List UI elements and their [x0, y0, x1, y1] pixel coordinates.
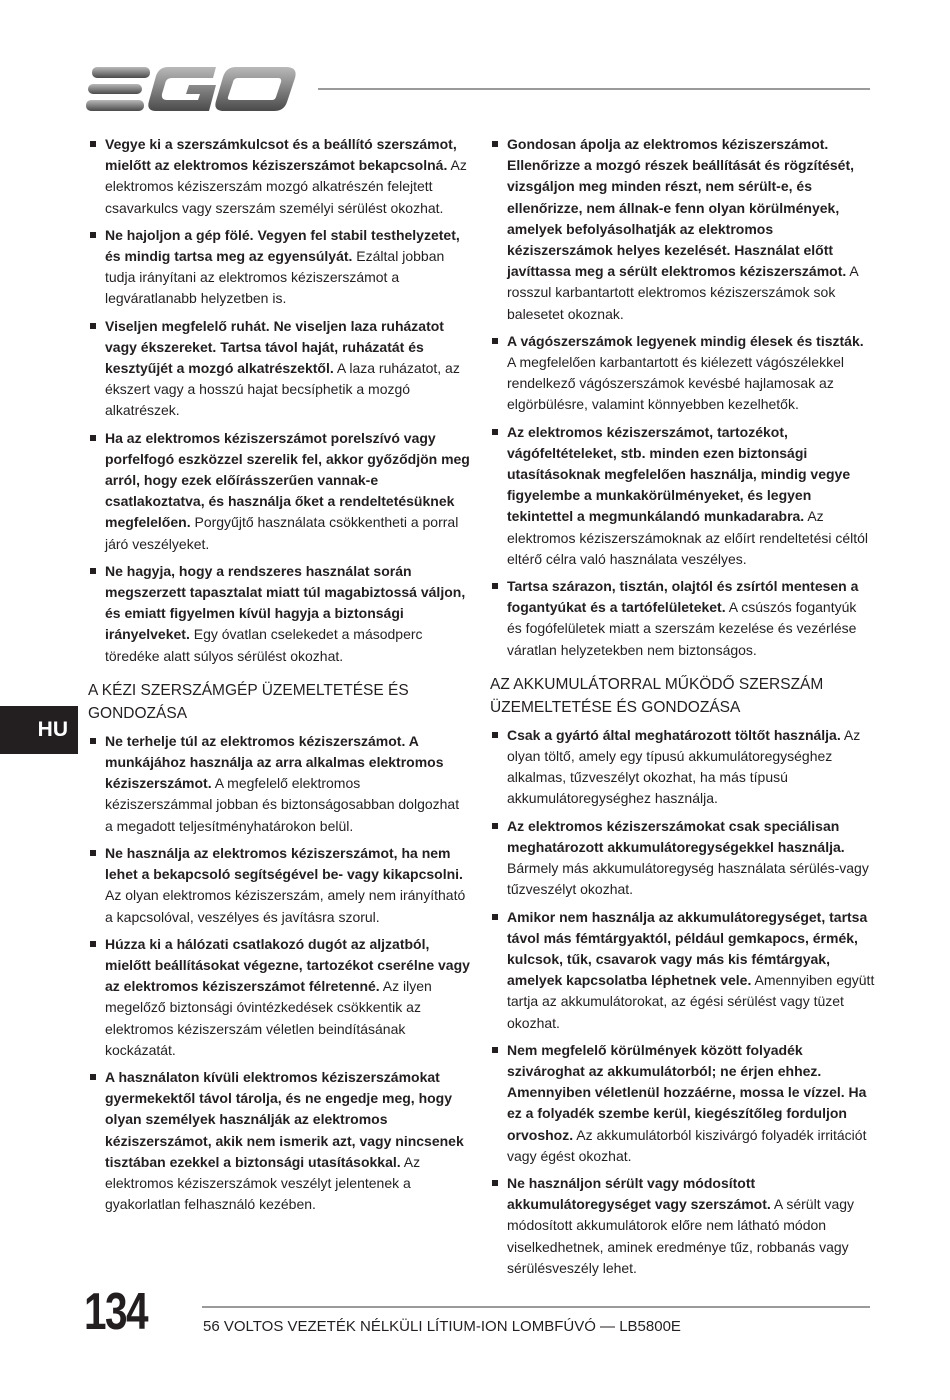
right-column	[490, 134, 875, 1285]
safety-bullet: A vágószerszámok legyenek mindig élesek és tiszták. A megfelelően karbantartott és kiélezett vágószélekkel rendelkező vágószerszámok kevésbé hajlamosak az elgörbülésre, valamint könnyebben kezelhetők.	[490, 331, 875, 416]
safety-bullet: Vegye ki a szerszámkulcsot és a beállító szerszámot, mielőtt az elektromos kéziszerszámot bekapcsolná. Az elektromos kéziszerszám mozgó alkatrészén felejtett csavarkulcs vagy szerszám személyi sérülést okozhat.	[88, 134, 470, 219]
safety-bullet: Ne használja az elektromos kéziszerszámot, ha nem lehet a bekapcsoló segítségével be- vagy kikapcsolni. Az olyan elektromos kéziszerszám, amely nem irányítható a kapcsolóval, veszélyes és javításra szorul.	[88, 843, 470, 928]
safety-bullet: Ha az elektromos kéziszerszámot porelszívó vagy porfelfogó eszközzel szerelik fel, akkor győződjön meg arról, hogy ezek előírásszerűen vannak-e csatlakoztatva, és használja őket a rendeltetésüknek megfelelően. Porgyűjtő használata csökkentheti a porral járó veszélyeket.	[88, 428, 470, 555]
safety-bullet: A használaton kívüli elektromos kéziszerszámokat gyermekektől távol tárolja, és ne engedje meg, hogy olyan személyek használják az elektromos kéziszerszámot, akik nem ismerik azt, vagy nincsenek tisztában ezekkel a biztonsági utasításokkal. Az elektromos kéziszerszámok veszélyt jelentenek a gyakorlatlan felhasználó kezében.	[88, 1067, 470, 1215]
safety-bullet: Tartsa szárazon, tisztán, olajtól és zsírtól mentesen a fogantyúkat és a tartófelületeket. A csúszós fogantyúk és fogófelületek miatt a szerszám kezelése és vezérlése váratlan helyzetekben nem biztonságos.	[490, 576, 875, 661]
section-heading: A KÉZI SZERSZÁMGÉP ÜZEMELTETÉSE ÉS GONDOZÁSA	[88, 681, 409, 722]
safety-bullet: Csak a gyártó által meghatározott töltőt használja. Az olyan töltő, amely egy típusú akkumulátoregységhez alkalmas, tűzveszélyt okozhat, ha más típusú akkumulátoregységhez használja.	[490, 725, 875, 810]
safety-bullet: Amikor nem használja az akkumulátoregységet, tartsa távol más fémtárgyaktól, például gemkapocs, érmék, kulcsok, tűk, csavarok vagy más kis fémtárgyak, amelyek kapcsolatba léphetnek vele. Amennyiben együtt tartja az akkumulátorokat, az égési sérülést vagy tüzet okozhat.	[490, 907, 875, 1034]
safety-bullet: Ne terhelje túl az elektromos kéziszerszámot. A munkájához használja az arra alkalmas elektromos kéziszerszámot. A megfelelő elektromos kéziszerszámmal jobban és biztonságosabban dolgozhat a megadott teljesítményhatárokon belül.	[88, 731, 470, 837]
safety-bullet: Az elektromos kéziszerszámot, tartozékot, vágófeltételeket, stb. minden ezen biztonsági utasításoknak megfelelően használja, mindig vegye figyelembe a munkakörülményeket, és legyen tekintettel a megmunkálandó munkadarabra. Az elektromos kéziszerszámoknak az előírt rendeltetési céltól eltérő célra való használata veszélyes.	[490, 422, 875, 570]
safety-bullet: Nem megfelelő körülmények között folyadék szivároghat az akkumulátorból; ne érjen ehhez. Amennyiben véletlenül hozzáérne, mossa le vízzel. Ha ez a folyadék szembe kerül, kiegészítőleg forduljon orvoshoz. Az akkumulátorból kiszivárgó folyadék irritációt vagy égést okozhat.	[490, 1040, 875, 1167]
footer-rule	[202, 1306, 870, 1308]
safety-bullet: Ne használjon sérült vagy módosított akkumulátoregységet vagy szerszámot. A sérült vagy módosított akkumulátorok előre nem látható módon viselkedhetnek, aminek eredménye tűz, robbanás vagy sérülésveszély lehet.	[490, 1173, 875, 1279]
section-heading: AZ AKKUMULÁTORRAL MŰKÖDŐ SZERSZÁM ÜZEMELTETÉSE ÉS GONDOZÁSA	[490, 675, 824, 716]
safety-bullet: Ne hagyja, hogy a rendszeres használat során megszerzett tapasztalat miatt túl magabiztossá váljon, és emiatt figyelmen kívül hagyja a biztonsági irányelveket. Egy óvatlan cselekedet a másodperc töredéke alatt súlyos sérülést okozhat.	[88, 561, 470, 667]
safety-bullet: Az elektromos kéziszerszámokat csak speciálisan meghatározott akkumulátoregységekkel használja. Bármely más akkumulátoregység használata sérülés-vagy tűzveszélyt okozhat.	[490, 816, 875, 901]
safety-bullet: Viseljen megfelelő ruhát. Ne viseljen laza ruházatot vagy ékszereket. Tartsa távol haját, ruházatát és kesztyűjét a mozgó alkatrészektől. A laza ruházatot, az ékszert vagy a hosszú hajat becsíphetik a mozgó alkatrészek.	[88, 316, 470, 422]
page-number: 134	[84, 1283, 147, 1341]
safety-bullet: Húzza ki a hálózati csatlakozó dugót az aljzatból, mielőtt beállításokat végezne, tartozékot cserélne vagy az elektromos kéziszerszámot félretenné. Az ilyen megelőző biztonsági óvintézkedések csökkentik az elektromos kéziszerszám véletlen beindításának kockázatát.	[88, 934, 470, 1061]
safety-bullet: Gondosan ápolja az elektromos kéziszerszámot. Ellenőrizze a mozgó részek beállítását és rögzítését, vizsgáljon meg minden részt, nem sérült-e, és ellenőrizze, nem állnak-e fenn olyan körülmények, amelyek befolyásolhatják az elektromos kéziszerszámok helyes kezelését. Használat előtt javíttassa meg a sérült elektromos kéziszerszámot. A rosszul karbantartott elektromos kéziszerszámok sok balesetet okoznak.	[490, 134, 875, 325]
left-column	[88, 134, 470, 1221]
header-rule	[318, 88, 870, 90]
footer-title: 56 VOLTOS VEZETÉK NÉLKÜLI LÍTIUM-ION LOMBFÚVÓ — LB5800E	[203, 1318, 681, 1335]
ego-logo	[86, 64, 298, 114]
safety-bullet: Ne hajoljon a gép fölé. Vegyen fel stabil testhelyzetet, és mindig tartsa meg az egyensúlyát. Ezáltal jobban tudja irányítani az elektromos kéziszerszámot a legváratlanabb helyzetben is.	[88, 225, 470, 310]
language-tab: HU	[0, 706, 78, 754]
